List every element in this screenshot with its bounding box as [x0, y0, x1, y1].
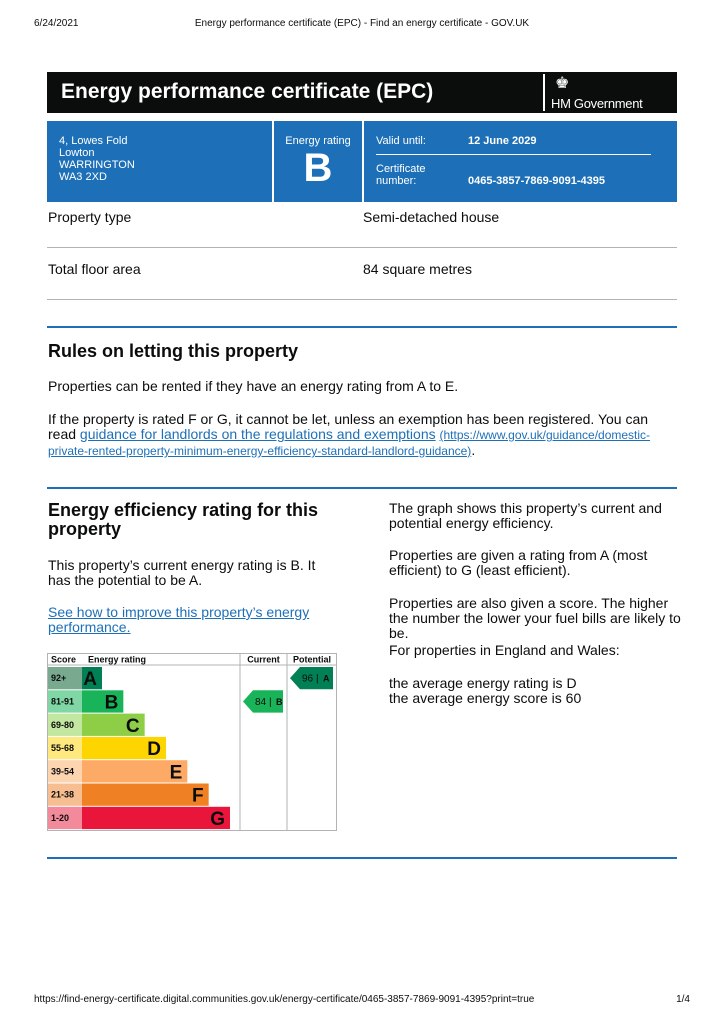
validity-box	[364, 121, 677, 202]
improve-performance-link[interactable]: See how to improve this property’s energy performance.	[48, 604, 310, 635]
print-url: https://find-energy-certificate.digital.communities.gov.uk/energy-certificate/0465-3857-7869-9091-4395?print=true	[34, 994, 535, 1005]
band-bar-g	[82, 807, 230, 829]
graph-description: The graph shows this property’s current and potential energy efficiency.	[389, 500, 662, 531]
hm-government-text: HM Government	[551, 96, 643, 111]
certificate-summary	[47, 121, 677, 202]
address-line: 4, Lowes Fold	[59, 135, 128, 147]
current-rating-letter: B	[276, 696, 283, 707]
landlord-guidance-url[interactable]: (https://www.gov.uk/guidance/domestic-private-rented-property-minimum-energy-efficiency-standard-landlord-guidance)	[48, 428, 651, 458]
energy-rating-box	[274, 121, 362, 202]
rules-period: .	[471, 442, 476, 458]
rules-exemption-text: If the property is rated F or G, it cannot be let, unless an exemption has been registered. You can read	[48, 411, 649, 442]
print-page-number: 1/4	[676, 994, 690, 1005]
band-range-label: 21-38	[51, 789, 75, 800]
current-rating-separator: |	[269, 696, 272, 708]
address-line: WARRINGTON	[59, 159, 135, 171]
print-page-title: Energy performance certificate (EPC) - Find an energy certificate - GOV.UK	[194, 18, 530, 29]
valid-until-row	[376, 135, 651, 155]
band-letter-b: B	[104, 692, 119, 714]
chart-header-score: Score	[51, 654, 77, 665]
chart-header-potential: Potential	[292, 654, 332, 665]
potential-rating-separator: |	[316, 673, 319, 685]
energy-rating-letter: B	[303, 146, 333, 190]
property-address	[47, 121, 272, 202]
average-rating-text: the average energy rating is D	[389, 675, 577, 691]
chart-header-rating: Energy rating	[88, 654, 147, 665]
band-range-label: 55-68	[51, 743, 75, 754]
england-wales-text: For properties in England and Wales:	[389, 642, 620, 658]
efficiency-paragraph: This property’s current energy rating is B. It has the potential to be A.	[48, 557, 316, 588]
band-letter-g: G	[210, 808, 225, 830]
royal-crest-icon: ♚	[555, 75, 570, 92]
floor-area-value: 84 square metres	[363, 261, 472, 277]
certificate-number-value: 0465-3857-7869-9091-4395	[468, 175, 606, 187]
section-divider	[47, 326, 677, 328]
average-score-text: the average energy score is 60	[389, 690, 582, 706]
section-divider	[47, 487, 677, 489]
section-divider	[47, 857, 677, 859]
band-letter-d: D	[147, 739, 161, 761]
rules-heading: Rules on letting this property	[48, 341, 299, 361]
band-letter-a: A	[83, 669, 97, 691]
address-line: Lowton	[59, 147, 95, 159]
band-bar-f	[82, 784, 209, 806]
valid-until-label: Valid until:	[376, 135, 426, 147]
landlord-guidance-link[interactable]: guidance for landlords on the regulations and exemptions	[79, 426, 436, 442]
score-description: Properties are also given a score. The higher the number the lower your fuel bills are likely to be.	[389, 595, 681, 641]
potential-rating-score: 96	[302, 673, 314, 685]
band-range-label: 81-91	[51, 696, 75, 707]
address-line: WA3 2XD	[59, 171, 107, 183]
epc-rating-chart	[47, 653, 337, 831]
band-range-label: 39-54	[51, 766, 75, 777]
certificate-number-row	[376, 163, 605, 187]
band-letter-e: E	[169, 762, 183, 784]
print-header	[34, 18, 690, 32]
floor-area-row	[47, 248, 677, 300]
print-date: 6/24/2021	[34, 18, 79, 29]
page-title: Energy performance certificate (EPC)	[61, 80, 434, 103]
floor-area-label: Total floor area	[48, 261, 141, 277]
band-range-label: 1-20	[51, 812, 70, 823]
hm-government-logo	[543, 74, 667, 111]
rating-description: Properties are given a rating from A (most efficient) to G (least efficient).	[389, 547, 648, 578]
potential-rating-letter: A	[323, 673, 330, 684]
band-range-label: 92+	[51, 673, 67, 684]
energy-rating-label: Energy rating	[285, 135, 351, 147]
valid-until-value: 12 June 2029	[468, 135, 537, 147]
chart-header-current: Current	[247, 654, 280, 665]
band-letter-f: F	[192, 785, 204, 807]
band-letter-c: C	[125, 715, 140, 737]
efficiency-heading: Energy efficiency rating for this property	[48, 500, 319, 539]
epc-banner	[47, 72, 677, 113]
band-range-label: 69-80	[51, 719, 75, 730]
current-rating-score: 84	[255, 696, 267, 708]
rules-exemption-paragraph	[48, 412, 678, 459]
rules-paragraph: Properties can be rented if they have an energy rating from A to E.	[48, 378, 459, 394]
property-type-row	[47, 196, 677, 248]
certificate-number-label: Certificate number:	[376, 163, 426, 187]
property-type-value: Semi-detached house	[363, 209, 500, 225]
property-type-label: Property type	[48, 209, 132, 225]
